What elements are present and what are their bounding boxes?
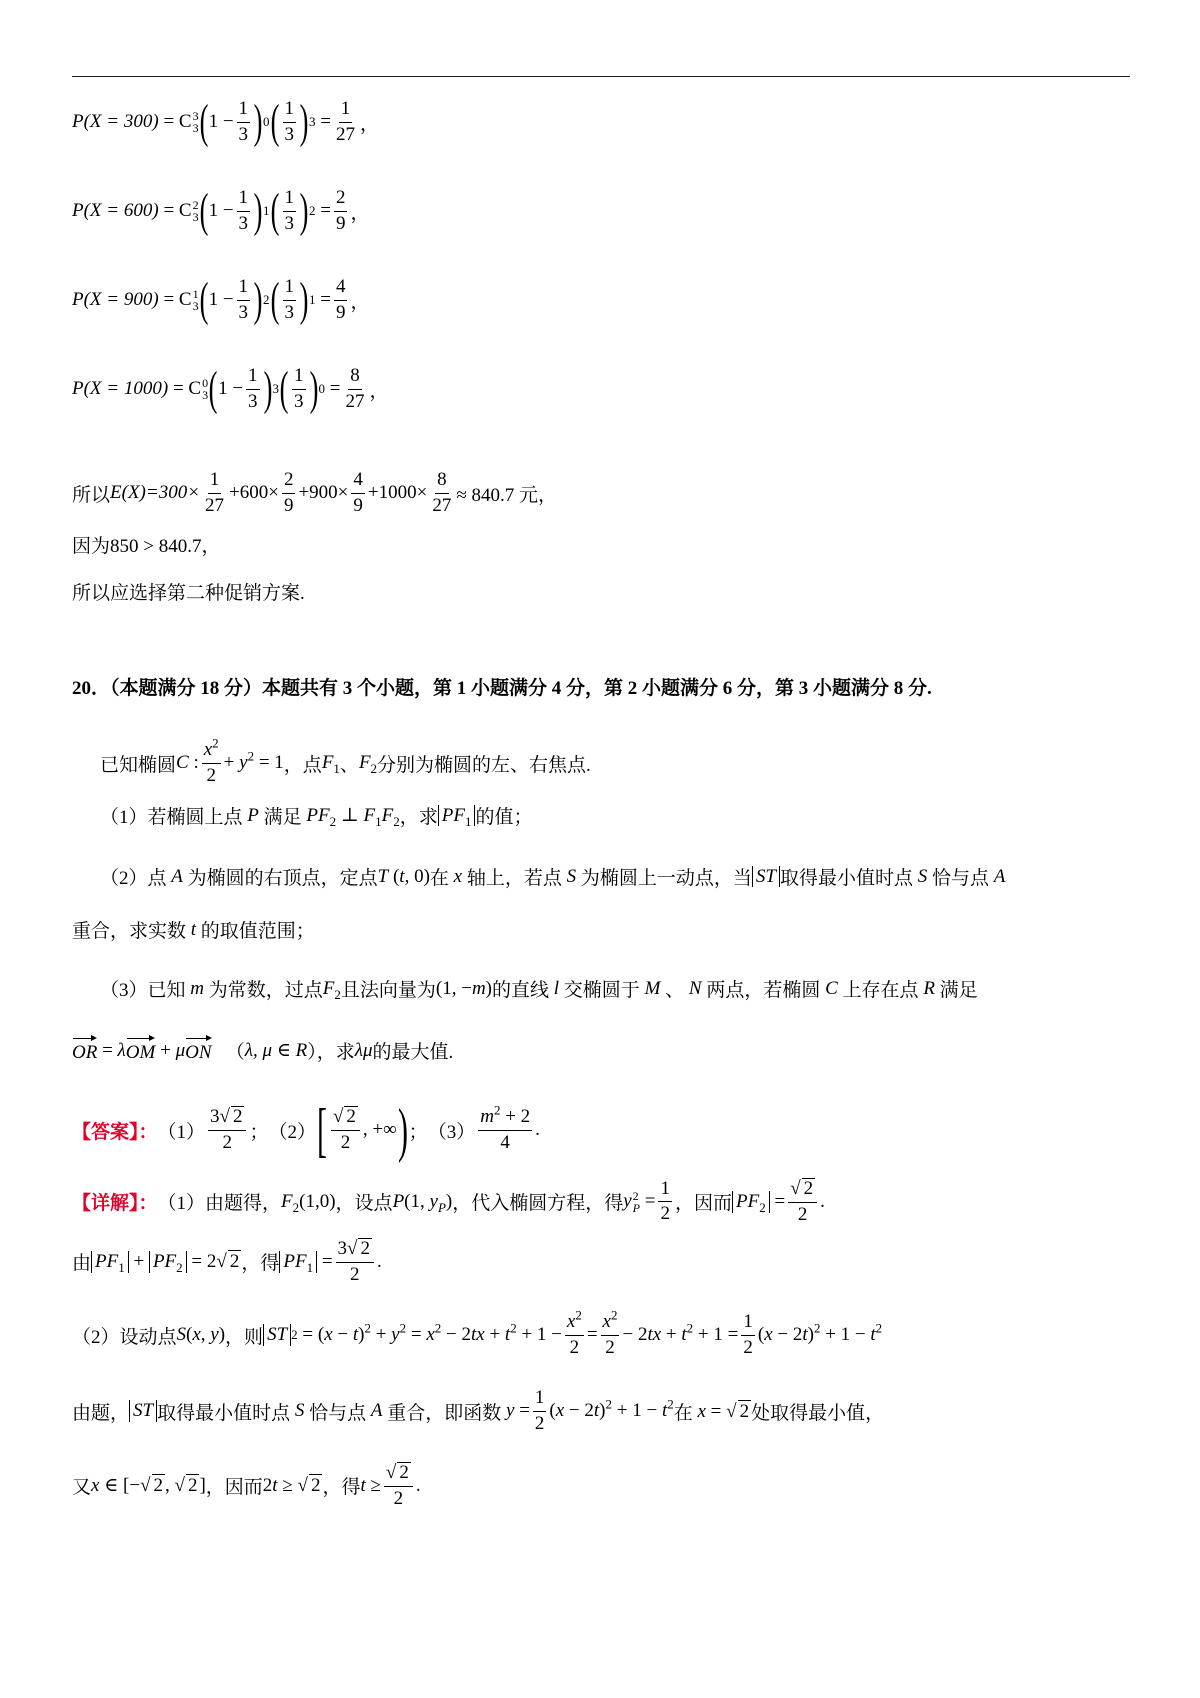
fraction: $\frac{1}{3}$ <box>294 364 304 412</box>
fraction: $\frac{3√ 2}{2}$ <box>336 1238 374 1286</box>
solution-label: 【详解】： <box>72 1193 158 1215</box>
fraction: $\frac{x^2}{2}$ <box>566 1307 582 1358</box>
solution-line-2: 由 $PF_1$ + $PF_2$ = 2√ 2 ，得 $PF_1$ = $\frac{3√ 2}{2}$ . <box>72 1238 382 1285</box>
probability-line: P(X = 1000) = C 0 3 ( 1 − $\frac{1}{3}$ ) 3 ( $\frac{1}{3}$ ) 0 = $\frac{8}{27}$ ， <box>72 362 389 415</box>
expectation-line: 所以 E(X)=300× $\frac{1}{27}$ +600× $\frac{2}{9}$ +900× $\frac{4}{9}$ +1000× $\frac{8}{27}$ ≈ 840.7 元， <box>72 469 558 516</box>
problem-intro: 已知椭圆 C : $\frac{x^2}{2}$ + $y^2 = 1$ ，点 $F_1$ 、 $F_2$ 分别为椭圆的左、右焦点. <box>100 735 591 786</box>
fraction: $\frac{1}{3}$ <box>284 275 295 323</box>
solution-line-3: （2）设动点 S(x, y) ，则 ST 2 = $(x - t)^2 + y^2 = x^2 - 2tx + t^2 + 1$ − $\frac{x^2}{2}$ = $\frac{x^2}{2}$ − $2tx + t^2 + 1$ = $\frac{1}{2}$ $(x - 2t)^2 + 1 - t^2$ <box>72 1307 883 1358</box>
probability-line: P(X = 600) = C 2 3 ( 1 − $\frac{1}{3}$ ) 1 ( $\frac{1}{3}$ ) 2 = $\frac{2}{9}$ ， <box>72 184 370 237</box>
header-rule <box>72 76 1130 77</box>
fraction: $\frac{x^2}{2}$ <box>602 1307 618 1358</box>
fraction: $\frac{1}{3}$ <box>238 97 249 145</box>
fraction: $\frac{1}{3}$ <box>238 186 249 234</box>
fraction: $\frac{m^2 + 2}{4}$ <box>480 1102 531 1153</box>
fraction: $\frac{√ 2}{2}$ <box>331 1106 360 1154</box>
question-3-cont: OR = λ OM + μ ON （ λ, μ ∈ R ），求 λμ 的最大值. <box>72 1039 454 1063</box>
probability-line: P(X = 300) = C 3 3 ( 1 − $\frac{1}{3}$ ) 0 ( $\frac{1}{3}$ ) 3 = $\frac{1}{27}$ ， <box>72 95 379 148</box>
solution-line-1: 【详解】： （1）由题得， $F_2(1,0)$ ，设点 P(1, $y_P$) ，代入椭圆方程，得 y 2 P = $\frac{1}{2}$ ，因而 $PF_2$ = $\frac{√ 2}{2}$ . <box>72 1177 825 1225</box>
fraction: $\frac{1}{27}$ <box>205 469 225 516</box>
conclusion-line: 所以应选择第二种促销方案. <box>72 583 305 604</box>
solution-line-5: 又 x ∈ [−√ 2 , √ 2 ] ，因而 2t ≥ √ 2 ，得 t ≥ $\frac{√ 2}{2}$ . <box>72 1462 421 1509</box>
fraction: $\frac{8}{27}$ <box>345 364 365 412</box>
answer-line: 【答案】： （1） $\frac{3√ 2}{2}$ ； （2） [ $\frac{√ 2}{2}$ , +∞ ) ； （3） $\frac{m^2 + 2}{4}$ . <box>72 1097 540 1163</box>
problem-header: 20．（本题满分 18 分）本题共有 3 个小题，第 1 小题满分 4 分，第 2 小题满分 6 分，第 3 小题满分 8 分. <box>72 678 932 699</box>
fraction: $\frac{1}{3}$ <box>248 364 258 412</box>
fraction: $\frac{4}{9}$ <box>335 275 346 323</box>
expectation-prefix: 所以 <box>72 484 111 506</box>
fraction: $\frac{2}{9}$ <box>335 186 346 234</box>
fraction: $\frac{4}{9}$ <box>353 469 363 516</box>
fraction: $\frac{√ 2}{2}$ <box>788 1178 817 1226</box>
fraction: $\frac{8}{27}$ <box>432 469 452 516</box>
fraction: $\frac{1}{2}$ <box>534 1387 545 1434</box>
fraction: $\frac{2}{9}$ <box>283 469 294 516</box>
question-3: （3）已知 m 为常数，过点 $F_2$ 且法向量为 (1, −m) 的直线 l 交椭圆于 M 、 N 两点，若椭圆 C 上存在点 R 满足 <box>100 977 978 1002</box>
solution-line-4: 由题， ST 取得最小值时点 S 恰与点 A 重合，即函数 y = $\frac{1}{2}$ $(x - 2t)^2 + 1 - t^2$ 在 x = √ 2 处取得最小值， <box>72 1387 885 1434</box>
question-1: （1）若椭圆上点 P 满足 $PF_2$ ⊥ $F_1F_2$ ，求 $PF_1$ 的值； <box>100 804 533 829</box>
fraction: $\frac{x^2}{2}$ <box>203 735 219 786</box>
fraction: $\frac{1}{3}$ <box>284 97 295 145</box>
question-2: （2）点 A 为椭圆的右顶点，定点 T (t, 0) 在 x 轴上，若点 S 为椭圆上一动点，当 ST 取得最小值时点 S 恰与点 A <box>100 865 1006 889</box>
question-2-cont: 重合，求实数 t 的取值范围； <box>72 918 315 942</box>
answer-label: 【答案】： <box>72 1121 158 1143</box>
fraction: $\frac{√ 2}{2}$ <box>384 1462 413 1510</box>
probability-line: P(X = 900) = C 1 3 ( 1 − $\frac{1}{3}$ ) 2 ( $\frac{1}{3}$ ) 1 = $\frac{4}{9}$ ， <box>72 273 370 326</box>
because-line: 因为850 > 840.7， <box>72 536 221 557</box>
expectation-lhs: E(X)=300× <box>110 482 201 504</box>
fraction: $\frac{1}{27}$ <box>335 97 355 145</box>
fraction: $\frac{1}{2}$ <box>660 1177 670 1225</box>
fraction: $\frac{1}{3}$ <box>238 275 249 323</box>
fraction: $\frac{3√ 2}{2}$ <box>208 1106 246 1154</box>
fraction: $\frac{1}{3}$ <box>284 186 295 234</box>
fraction: $\frac{1}{2}$ <box>743 1311 753 1358</box>
